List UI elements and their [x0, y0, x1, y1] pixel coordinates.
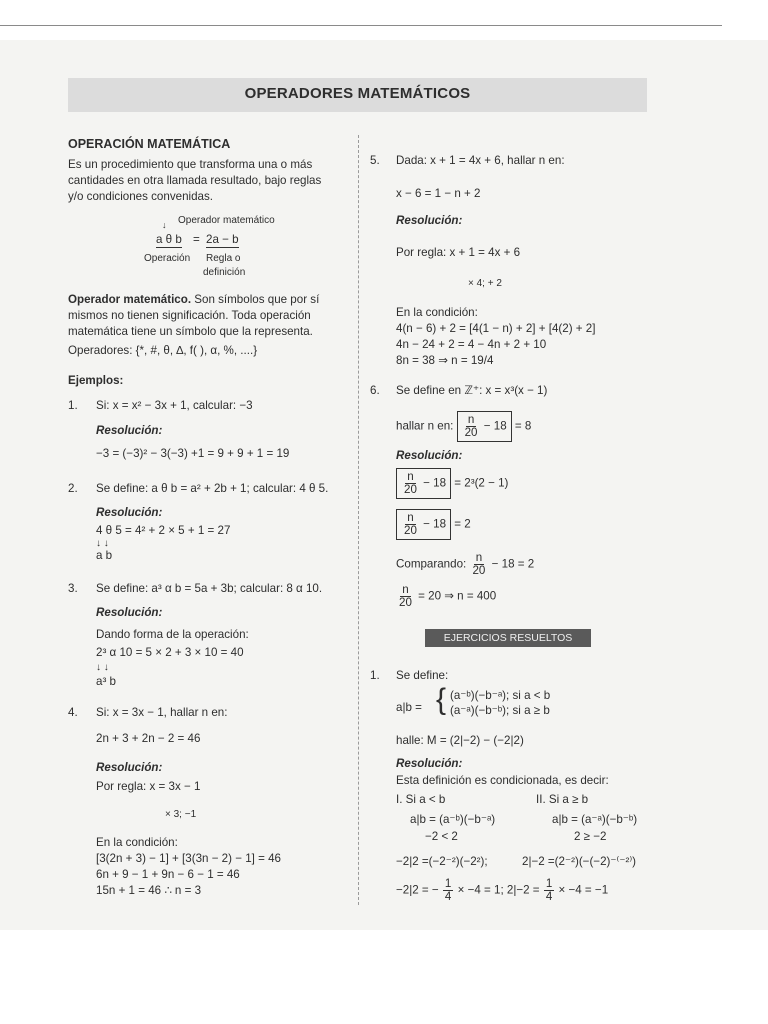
- example-6-resolution-label: Resolución:: [396, 449, 463, 462]
- arrow-down-icon: ↓: [162, 220, 167, 230]
- exercise-1-case-i-cond: −2 < 2: [425, 830, 458, 843]
- example-2-variables: a b: [96, 549, 113, 562]
- example-3-number: 3.: [68, 582, 78, 595]
- exercise-1-resolution-label: Resolución:: [396, 757, 463, 770]
- diagram-rule-label-2: definición: [203, 267, 246, 278]
- example-6-question: hallar n en: $\frac{n}{20}$ − 18 = 8: [396, 411, 531, 442]
- example-5-line-6: 8n = 38 ⇒ n = 19/4: [396, 354, 494, 367]
- page-title: OPERADORES MATEMÁTICOS: [244, 85, 471, 102]
- diagram-expression: a θ b: [156, 233, 182, 246]
- exercise-1-case-1: (a⁻ᵇ)(−b⁻ᵃ); si a < b: [450, 689, 551, 702]
- diagram-rule-label-1: Regla o: [206, 253, 241, 264]
- example-1-statement: Si: x = x² − 3x + 1, calcular: −3: [96, 399, 253, 412]
- column-divider: [358, 135, 359, 905]
- operator-definition-line-3: matemática tiene un símbolo que la representa.: [68, 325, 313, 338]
- example-4-line-3: En la condición:: [96, 836, 178, 849]
- example-3-line-1: Dando forma de la operación:: [96, 628, 249, 641]
- diagram-rule: 2a − b: [206, 233, 239, 246]
- example-3-line-2: 2³ α 10 = 5 × 2 + 3 × 10 = 40: [96, 646, 244, 659]
- example-2-arrows: ↓ ↓: [96, 538, 109, 549]
- diagram-operator-label: Operador matemático: [178, 215, 275, 226]
- example-4-number: 4.: [68, 706, 78, 719]
- exercise-1-case-ii: II. Si a ≥ b: [536, 793, 589, 806]
- example-4-line-5: 6n + 9 − 1 + 9n − 6 − 1 = 46: [96, 868, 240, 881]
- examples-heading: Ejemplos:: [68, 374, 124, 387]
- exercise-1-number: 1.: [370, 669, 380, 682]
- solved-exercises-banner: EJERCICIOS RESUELTOS: [425, 629, 591, 647]
- exercise-1-eval-2: 2|−2 =(2⁻²)(−(−2)⁻⁽⁻²⁾): [522, 855, 637, 868]
- exercise-1-case-i: I. Si a < b: [396, 793, 446, 806]
- example-5-rule-note: × 4; + 2: [468, 278, 502, 289]
- operators-list: Operadores: {*, #, θ, ∆, f( ), α, %, ....}: [68, 344, 258, 357]
- example-2-number: 2.: [68, 482, 78, 495]
- example-5-line-4: 4(n − 6) + 2 = [4(1 − n) + 2] + [4(2) + 2]: [396, 322, 596, 335]
- example-5-number: 5.: [370, 154, 380, 167]
- example-4-resolution-label: Resolución:: [96, 761, 163, 774]
- top-rule: [0, 25, 722, 26]
- example-6-step-1: $\frac{n}{20}$ − 18 = 2³(2 − 1): [396, 468, 508, 499]
- example-4-rule-note: × 3; −1: [165, 809, 197, 820]
- example-6-step-2: $\frac{n}{20}$ − 18 = 2: [396, 509, 471, 540]
- example-3-arrows: ↓ ↓: [96, 662, 109, 673]
- exercise-1-final: −2|2 = − $\frac{1}{4}$ × −4 = 1; 2|−2 = $\frac{1}{4}$ × −4 = −1: [396, 877, 609, 903]
- example-5-line-3: En la condición:: [396, 306, 478, 319]
- example-4-line-4: [3(2n + 3) − 1] + [3(3n − 2) − 1] = 46: [96, 852, 281, 865]
- example-5-equation: x − 6 = 1 − n + 2: [396, 187, 481, 200]
- exercise-1-intro: Se define:: [396, 669, 449, 682]
- exercise-1-case-i-rule: a|b = (a⁻ᵇ)(−b⁻ᵃ): [410, 813, 496, 826]
- example-2-line-1: 4 θ 5 = 4² + 2 × 5 + 1 = 27: [96, 524, 231, 537]
- example-4-line-1: Por regla: x = 3x − 1: [96, 780, 201, 793]
- exercise-1-case-ii-cond: 2 ≥ −2: [574, 830, 607, 843]
- example-6-number: 6.: [370, 384, 380, 397]
- example-4-statement: Si: x = 3x − 1, hallar n en:: [96, 706, 228, 719]
- example-4-line-6: 15n + 1 = 46 ∴ n = 3: [96, 884, 202, 897]
- intro-line-3: y/o condiciones convenidas.: [68, 190, 214, 203]
- diagram-equals: =: [193, 233, 200, 246]
- exercise-1-lhs: a|b =: [396, 701, 422, 714]
- example-2-resolution-label: Resolución:: [96, 506, 163, 519]
- operator-definition-line-1: Operador matemático. Son símbolos que por sí: [68, 293, 320, 306]
- example-1-resolution-label: Resolución:: [96, 424, 163, 437]
- diagram-operation-label: Operación: [144, 253, 191, 264]
- intro-line-1: Es un procedimiento que transforma una o más: [68, 158, 313, 171]
- example-2-statement: Se define: a θ b = a² + 2b + 1; calcular: 4 θ 5.: [96, 482, 329, 495]
- example-4-equation: 2n + 3 + 2n − 2 = 46: [96, 732, 201, 745]
- example-6-result: $\frac{n}{20}$ = 20 ⇒ n = 400: [399, 583, 497, 609]
- operator-definition-line-2: mismos no tienen significación. Toda operación: [68, 309, 311, 322]
- example-1-number: 1.: [68, 399, 78, 412]
- exercise-1-case-2: (a⁻ᵃ)(−b⁻ᵇ); si a ≥ b: [450, 704, 550, 717]
- exercise-1-question: halle: M = (2|−2) − (−2|2): [396, 734, 524, 747]
- example-5-line-1: Por regla: x + 1 = 4x + 6: [396, 246, 521, 259]
- example-6-comparison: Comparando: $\frac{n}{20}$ − 18 = 2: [396, 551, 535, 577]
- example-5-line-5: 4n − 24 + 2 = 4 − 4n + 2 + 10: [396, 338, 547, 351]
- intro-line-2: cantidades en otra llamada resultado, bajo reglas: [68, 174, 322, 187]
- example-5-statement: Dada: x + 1 = 4x + 6, hallar n en:: [396, 154, 565, 167]
- example-3-variables: a³ b: [96, 675, 116, 688]
- exercise-1-line-1: Esta definición es condicionada, es decir:: [396, 774, 609, 787]
- exercise-1-case-ii-rule: a|b = (a⁻ᵃ)(−b⁻ᵇ): [552, 813, 638, 826]
- section-heading: OPERACIÓN MATEMÁTICA: [68, 137, 231, 151]
- left-brace-icon: {: [436, 683, 447, 716]
- example-3-statement: Se define: a³ α b = 5a + 3b; calcular: 8 α 10.: [96, 582, 323, 595]
- example-5-resolution-label: Resolución:: [396, 214, 463, 227]
- exercise-1-eval-1: −2|2 =(−2⁻²)(−2²);: [396, 855, 488, 868]
- example-6-statement: Se define en ℤ⁺: x = x³(x − 1): [396, 384, 548, 397]
- example-3-resolution-label: Resolución:: [96, 606, 163, 619]
- example-1-resolution: −3 = (−3)² − 3(−3) +1 = 9 + 9 + 1 = 19: [96, 447, 290, 460]
